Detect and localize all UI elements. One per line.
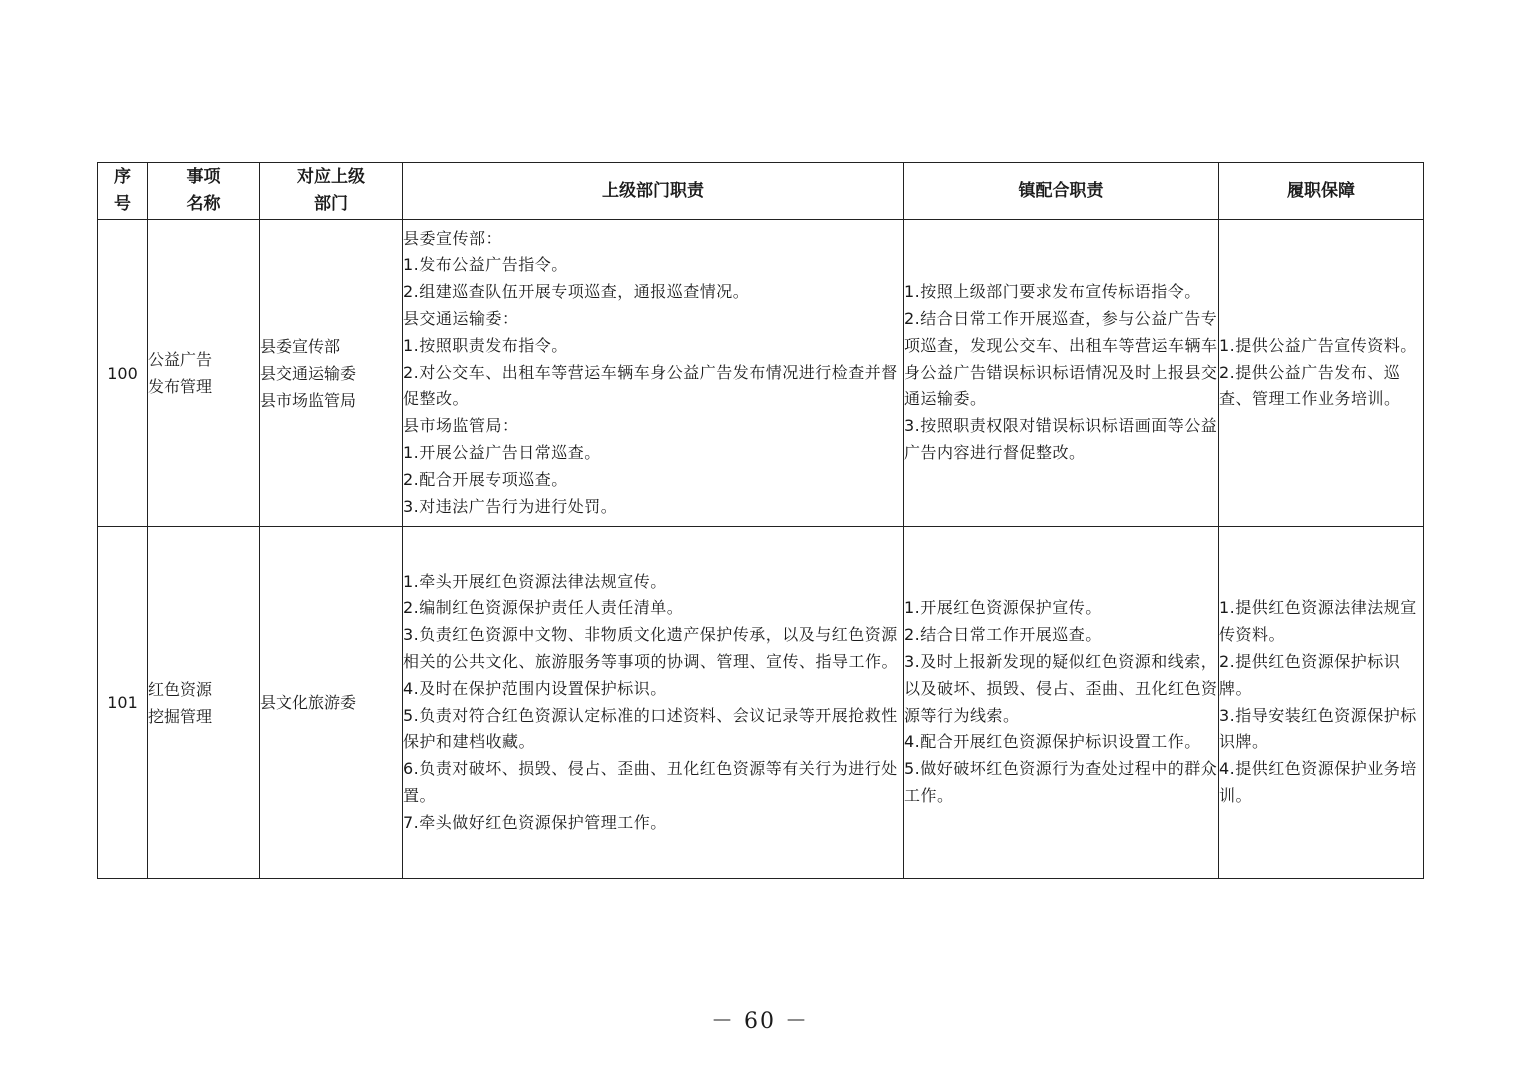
- duty-line: 2.编制红色资源保护责任人责任清单。: [403, 598, 684, 618]
- header-guarantee: 履职保障: [1219, 163, 1424, 220]
- duty-line: 县市场监管局：: [403, 416, 519, 436]
- item-name: 公益广告 发布管理: [148, 220, 260, 527]
- duty-line: 6.负责对破坏、损毁、侵占、歪曲、丑化红色资源等有关行为进行处置。: [403, 759, 898, 805]
- duty-line: 1.开展红色资源保护宣传。: [904, 598, 1102, 618]
- upper-duty-cell: [403, 220, 904, 527]
- header-town-duty: 镇配合职责: [904, 163, 1219, 220]
- duty-line: 1.牵头开展红色资源法律法规宣传。: [403, 571, 667, 591]
- town-duty-cell: [904, 527, 1219, 879]
- duty-line: 4.及时在保护范围内设置保护标识。: [403, 678, 667, 698]
- table-row: [98, 220, 1424, 527]
- row-number: 100: [98, 220, 148, 527]
- duty-line: 5.做好破坏红色资源行为查处过程中的群众工作。: [904, 759, 1218, 805]
- duty-line: 1.提供红色资源法律法规宣传资料。: [1219, 598, 1417, 645]
- header-dept: 对应上级 部门: [260, 163, 403, 220]
- duty-line: 3.负责红色资源中文物、非物质文化遗产保护传承，以及与红色资源相关的公共文化、旅游服务等事项的协调、管理、宣传、指导工作。: [403, 625, 899, 671]
- upper-department: 县文化旅游委: [260, 527, 403, 879]
- duty-line: 1.开展公益广告日常巡查。: [403, 442, 601, 462]
- guarantee-cell: [1219, 220, 1424, 527]
- duty-line: 1.按照上级部门要求发布宣传标语指令。: [904, 282, 1201, 302]
- item-name: 红色资源 挖掘管理: [148, 527, 260, 879]
- duty-line: 5.负责对符合红色资源认定标准的口述资料、会议记录等开展抢救性保护和建档收藏。: [403, 705, 898, 752]
- header-name: 事项 名称: [148, 163, 260, 220]
- duty-line: 2.组建巡查队伍开展专项巡查，通报巡查情况。: [403, 282, 750, 302]
- duty-line: 3.按照职责权限对错误标识标语画面等公益广告内容进行督促整改。: [904, 416, 1218, 462]
- duty-line: 县交通运输委：: [403, 309, 519, 328]
- header-row: [98, 163, 1424, 220]
- duty-line: 3.指导安装红色资源保护标识牌。: [1219, 705, 1417, 752]
- duty-line: 3.对违法广告行为进行处罚。: [403, 496, 618, 516]
- duty-line: 县委宣传部：: [403, 228, 503, 248]
- duty-line: 2.结合日常工作开展巡查，参与公益广告专项巡查，发现公交车、出租车等营运车辆车身公益广告错误标识标语情况及时上报县交通运输委。: [904, 309, 1218, 409]
- duty-line: 7.牵头做好红色资源保护管理工作。: [403, 812, 667, 832]
- duty-line: 2.对公交车、出租车等营运车辆车身公益广告发布情况进行检查并督促整改。: [403, 362, 898, 409]
- duty-line: 1.按照职责发布指令。: [403, 335, 568, 355]
- town-duty-cell: [904, 220, 1219, 527]
- duty-line: 3.及时上报新发现的疑似红色资源和线索，以及破坏、损毁、侵占、歪曲、丑化红色资源等行为线索。: [904, 651, 1218, 725]
- page-number: － 60 －: [711, 1009, 809, 1034]
- table-row: [98, 527, 1424, 879]
- duty-line: 2.提供红色资源保护标识牌。: [1219, 651, 1401, 698]
- header-upper-duty: 上级部门职责: [403, 163, 904, 220]
- upper-department: 县委宣传部 县交通运输委 县市场监管局: [260, 220, 403, 527]
- duty-line: 2.结合日常工作开展巡查。: [904, 625, 1102, 645]
- header-no: 序 号: [98, 163, 148, 220]
- duty-table: [97, 162, 1424, 879]
- duty-line: 1.发布公益广告指令。: [403, 255, 568, 275]
- duty-line: 1.提供公益广告宣传资料。: [1219, 335, 1417, 355]
- row-number: 101: [98, 527, 148, 879]
- duty-line: 4.提供红色资源保护业务培训。: [1219, 759, 1417, 805]
- duty-line: 4.配合开展红色资源保护标识设置工作。: [904, 732, 1201, 752]
- upper-duty-cell: [403, 527, 904, 879]
- duty-line: 2.配合开展专项巡查。: [403, 469, 568, 489]
- duty-line: 2.提供公益广告发布、巡查、管理工作业务培训。: [1219, 362, 1401, 409]
- guarantee-cell: [1219, 527, 1424, 879]
